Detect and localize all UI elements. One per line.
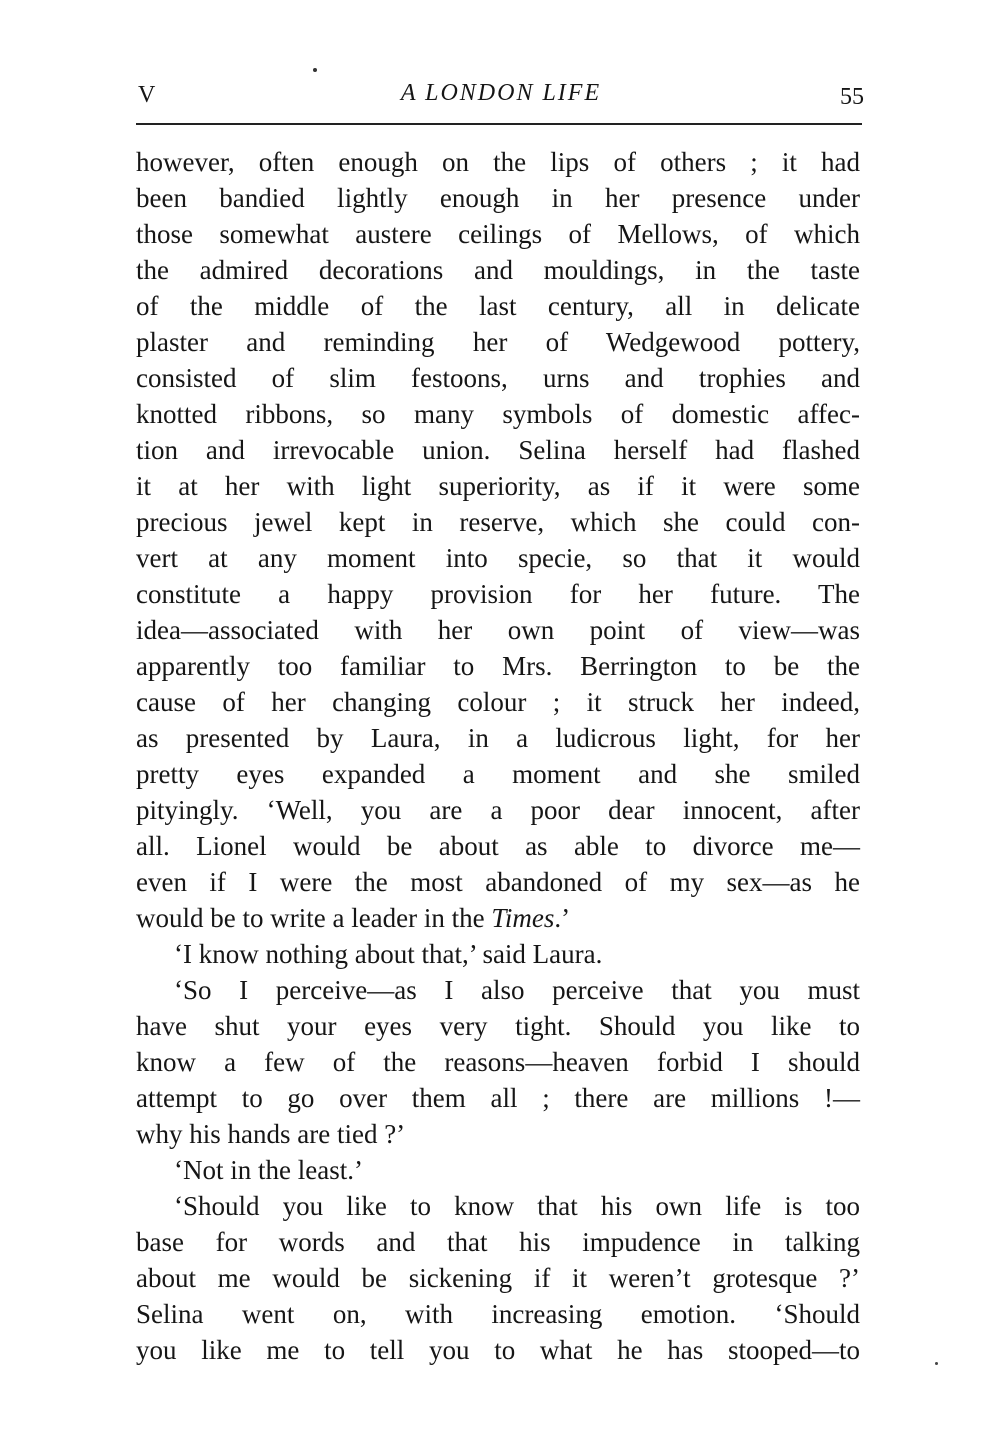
text-line: why his hands are tied ?’ [136,1119,406,1149]
italic-title: Times [491,903,555,933]
text-line: apparently too familiar to Mrs. Berrington to be the [136,651,860,681]
text-line: plaster and reminding her of Wedgewood pottery, [136,327,860,357]
text-line: ‘Should you like to know that his own life is too [174,1191,860,1221]
running-title: A LONDON LIFE [400,80,602,106]
text-line: pityingly. ‘Well, you are a poor dear innocent, after [136,795,860,825]
text-line: base for words and that his impudence in talking [136,1227,860,1257]
text-line: cause of her changing colour ; it struck her indeed, [136,687,860,717]
text-line: tion and irrevocable union. Selina herself had flashed [136,435,860,465]
text-line: about me would be sickening if it weren’t grotesque ?’ [136,1263,860,1293]
text-line: all. Lionel would be about as able to divorce me— [136,831,860,861]
text-line: knotted ribbons, so many symbols of domestic affec- [136,399,860,429]
text-line: been bandied lightly enough in her presence under [136,183,860,213]
text-line: vert at any moment into specie, so that it would [136,543,860,573]
text-line: constitute a happy provision for her future. The [136,579,860,609]
text-line: even if I were the most abandoned of my sex—as he [136,867,860,897]
text-line: the admired decorations and mouldings, in the taste [136,255,860,285]
text-line: those somewhat austere ceilings of Mellows, of which [136,219,860,249]
body-text [136,144,860,1368]
text-line: attempt to go over them all ; there are millions !— [136,1083,860,1113]
text-line: ‘So I perceive—as I also perceive that you must [174,975,860,1005]
page-number: 55 [840,84,864,110]
text-line: of the middle of the last century, all in delicate [136,291,860,321]
text-line: pretty eyes expanded a moment and she smiled [136,759,860,789]
ink-speck [313,68,317,72]
page-header [138,78,864,110]
text-line: as presented by Laura, in a ludicrous light, for her [136,723,860,753]
text-line: know a few of the reasons—heaven forbid I should [136,1047,860,1077]
text-line: however, often enough on the lips of others ; it had [136,147,860,177]
text-line: would be to write a leader in the Times.’ [136,903,571,933]
text-line: it at her with light superiority, as if it were some [136,471,860,501]
text-line: precious jewel kept in reserve, which she could con- [136,507,860,537]
text-line: ‘Not in the least.’ [174,1155,363,1185]
text-line: consisted of slim festoons, urns and trophies and [136,363,860,393]
text-line: ‘I know nothing about that,’ said Laura. [174,939,603,969]
text-line: have shut your eyes very tight. Should you like to [136,1011,860,1041]
text-line: you like me to tell you to what he has stooped—to [136,1335,860,1365]
text-line: idea—associated with her own point of view—was [136,615,860,645]
ink-speck [935,1362,938,1365]
text-line: Selina went on, with increasing emotion. ‘Should [136,1299,860,1329]
section-number: V [138,82,157,108]
header-rule [136,123,862,125]
